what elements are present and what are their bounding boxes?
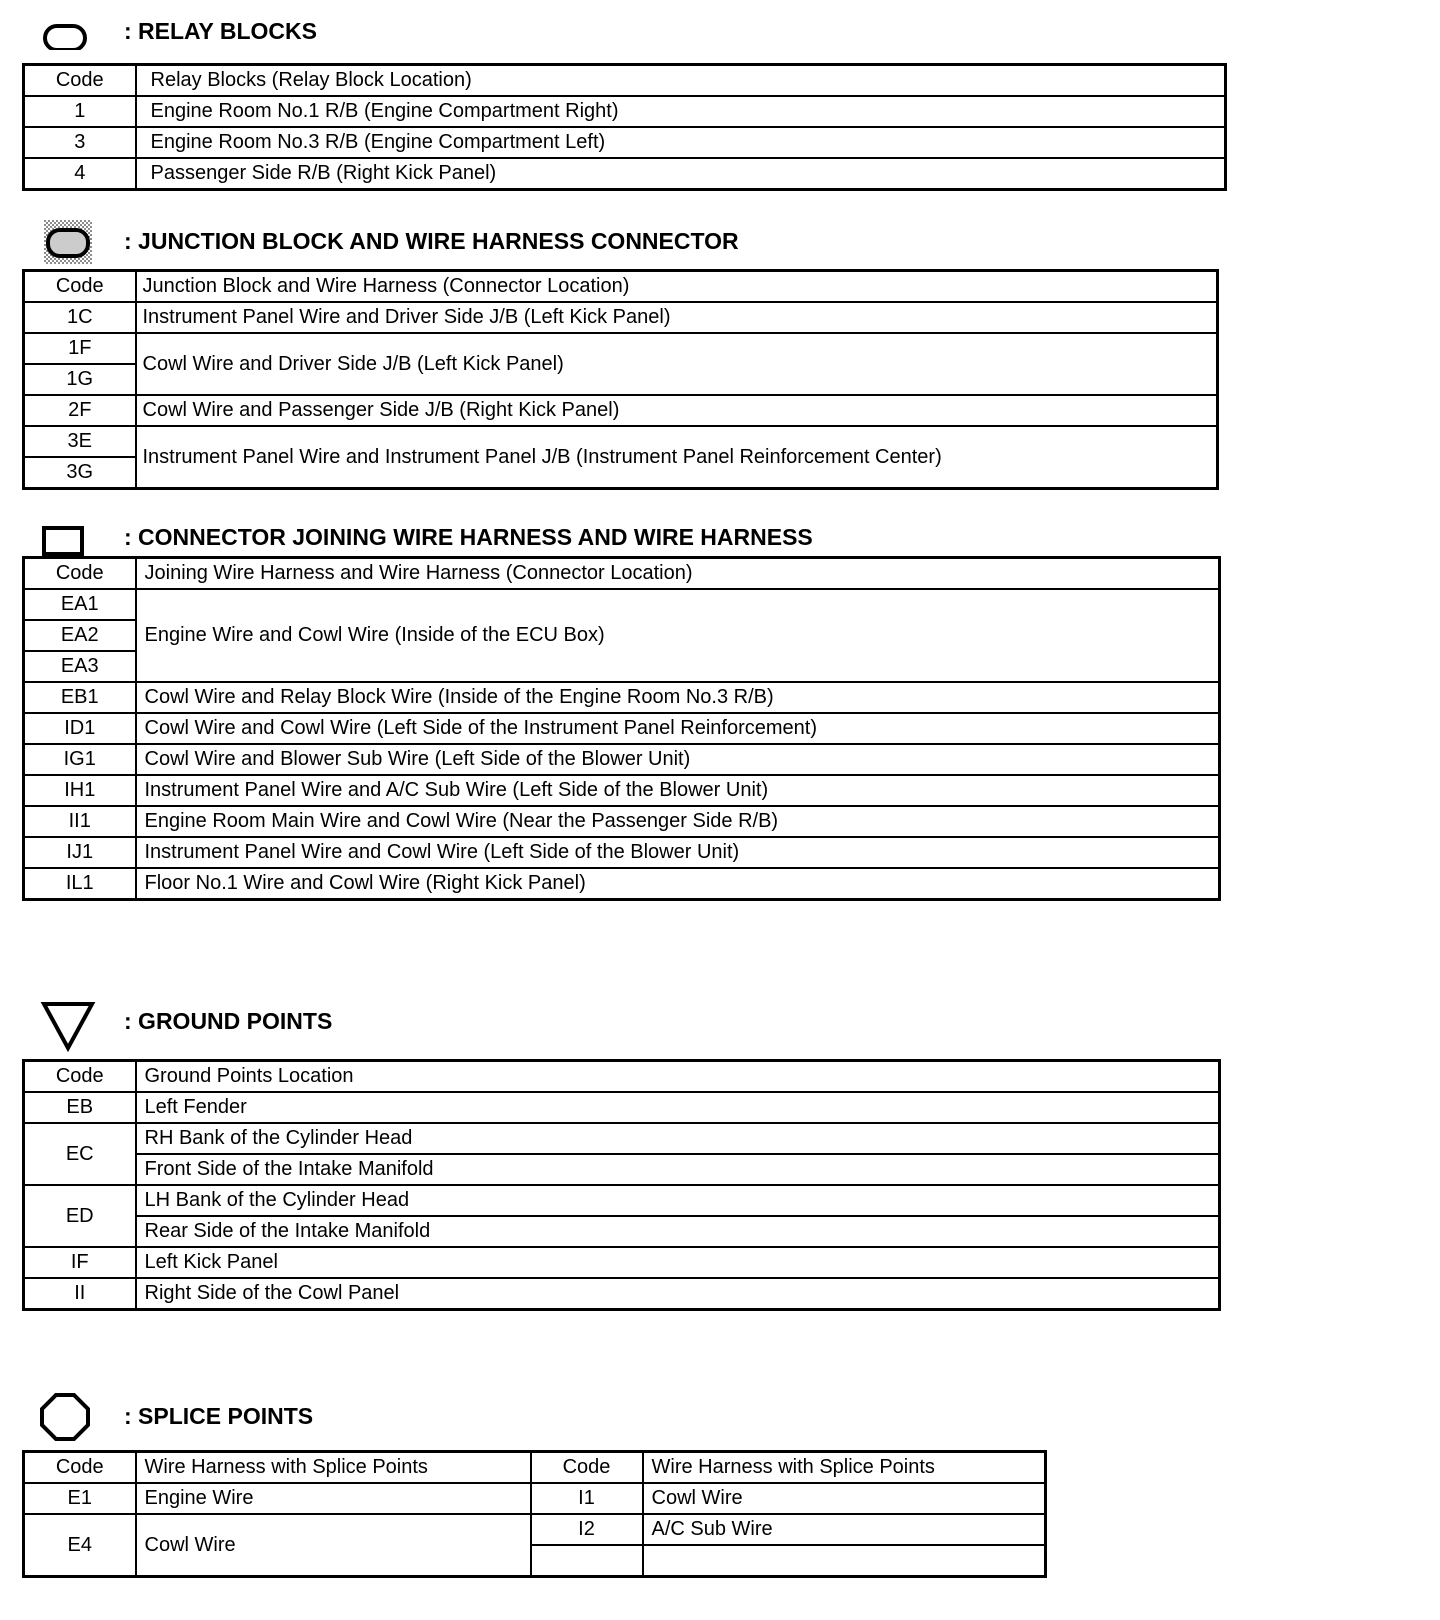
desc-cell: Instrument Panel Wire and Instrument Panel J/B (Instrument Panel Reinforcement Center) — [136, 426, 1218, 489]
desc-header: Wire Harness with Splice Points — [136, 1452, 531, 1484]
relay-blocks-table — [22, 63, 1227, 191]
code-cell: 1G — [24, 364, 136, 395]
desc-cell: Engine Room No.1 R/B (Engine Compartment Right) — [136, 96, 1226, 127]
code-cell: EA2 — [24, 620, 136, 651]
desc-cell: Cowl Wire — [136, 1514, 531, 1577]
desc-cell: Left Fender — [136, 1092, 1220, 1123]
desc-cell: Floor No.1 Wire and Cowl Wire (Right Kick Panel) — [136, 868, 1220, 900]
code-header: Code — [24, 558, 136, 590]
connector-table — [22, 556, 1221, 901]
table-row — [24, 1514, 1046, 1545]
table-row — [24, 1247, 1220, 1278]
table-row — [24, 333, 1218, 364]
desc-header: Wire Harness with Splice Points — [643, 1452, 1046, 1484]
desc-cell: Rear Side of the Intake Manifold — [136, 1216, 1220, 1247]
table-row — [24, 868, 1220, 900]
code-cell: IH1 — [24, 775, 136, 806]
empty-cell — [643, 1545, 1046, 1577]
section-title: : GROUND POINTS — [124, 1008, 333, 1034]
ground-points-table — [22, 1059, 1221, 1311]
table-row — [24, 713, 1220, 744]
code-cell: E4 — [24, 1514, 136, 1577]
desc-header: Relay Blocks (Relay Block Location) — [136, 65, 1226, 97]
code-cell: I2 — [531, 1514, 643, 1545]
section-title: : CONNECTOR JOINING WIRE HARNESS AND WIRE HARNESS — [124, 524, 813, 550]
desc-cell: Engine Room Main Wire and Cowl Wire (Near the Passenger Side R/B) — [136, 806, 1220, 837]
section-title: : RELAY BLOCKS — [124, 18, 317, 44]
desc-cell: Engine Wire and Cowl Wire (Inside of the ECU Box) — [136, 589, 1220, 682]
table-header — [24, 65, 1226, 97]
desc-cell: Engine Wire — [136, 1483, 531, 1514]
code-cell: EA1 — [24, 589, 136, 620]
code-cell: EC — [24, 1123, 136, 1185]
code-cell: ED — [24, 1185, 136, 1247]
code-cell: 3E — [24, 426, 136, 457]
code-cell: II — [24, 1278, 136, 1310]
table-row — [24, 1154, 1220, 1185]
desc-cell: Instrument Panel Wire and Driver Side J/B (Left Kick Panel) — [136, 302, 1218, 333]
desc-cell: Passenger Side R/B (Right Kick Panel) — [136, 158, 1226, 190]
code-cell: 1 — [24, 96, 136, 127]
desc-header: Ground Points Location — [136, 1061, 1220, 1093]
desc-cell: Cowl Wire and Passenger Side J/B (Right Kick Panel) — [136, 395, 1218, 426]
code-cell: EB1 — [24, 682, 136, 713]
table-header — [24, 271, 1218, 303]
code-cell: 3 — [24, 127, 136, 158]
table-row — [24, 1216, 1220, 1247]
code-header: Code — [24, 1061, 136, 1093]
desc-cell: Left Kick Panel — [136, 1247, 1220, 1278]
code-cell: 1F — [24, 333, 136, 364]
table-row — [24, 1092, 1220, 1123]
desc-cell: Right Side of the Cowl Panel — [136, 1278, 1220, 1310]
desc-cell: Engine Room No.3 R/B (Engine Compartment Left) — [136, 127, 1226, 158]
splice-point-symbol-icon — [40, 1391, 96, 1445]
table-row — [24, 1123, 1220, 1154]
desc-header: Junction Block and Wire Harness (Connector Location) — [136, 271, 1218, 303]
table-header — [24, 558, 1220, 590]
table-row — [24, 682, 1220, 713]
desc-cell: Cowl Wire and Driver Side J/B (Left Kick Panel) — [136, 333, 1218, 395]
desc-cell: LH Bank of the Cylinder Head — [136, 1185, 1220, 1216]
desc-cell: Cowl Wire and Relay Block Wire (Inside of the Engine Room No.3 R/B) — [136, 682, 1220, 713]
code-cell: EB — [24, 1092, 136, 1123]
table-header — [24, 1061, 1220, 1093]
code-cell: IL1 — [24, 868, 136, 900]
table-row — [24, 1185, 1220, 1216]
code-cell: II1 — [24, 806, 136, 837]
code-cell: ID1 — [24, 713, 136, 744]
desc-cell: Instrument Panel Wire and Cowl Wire (Left Side of the Blower Unit) — [136, 837, 1220, 868]
desc-header: Joining Wire Harness and Wire Harness (Connector Location) — [136, 558, 1220, 590]
desc-cell: RH Bank of the Cylinder Head — [136, 1123, 1220, 1154]
code-cell: IJ1 — [24, 837, 136, 868]
section-title: : SPLICE POINTS — [124, 1403, 314, 1429]
code-cell: IG1 — [24, 744, 136, 775]
section-title: : JUNCTION BLOCK AND WIRE HARNESS CONNECTOR — [124, 228, 739, 254]
table-row — [24, 96, 1226, 127]
code-header: Code — [24, 271, 136, 303]
table-row — [24, 806, 1220, 837]
table-row — [24, 589, 1220, 620]
table-row — [24, 127, 1226, 158]
empty-cell — [531, 1545, 643, 1577]
table-header — [24, 1452, 1046, 1484]
code-cell: I1 — [531, 1483, 643, 1514]
desc-cell: Instrument Panel Wire and A/C Sub Wire (Left Side of the Blower Unit) — [136, 775, 1220, 806]
code-header: Code — [531, 1452, 643, 1484]
code-cell: 4 — [24, 158, 136, 190]
table-row — [24, 744, 1220, 775]
desc-cell: Front Side of the Intake Manifold — [136, 1154, 1220, 1185]
table-row — [24, 1483, 1046, 1514]
table-row — [24, 1278, 1220, 1310]
code-cell: EA3 — [24, 651, 136, 682]
code-cell: E1 — [24, 1483, 136, 1514]
table-row — [24, 775, 1220, 806]
code-header: Code — [24, 65, 136, 97]
desc-cell: A/C Sub Wire — [643, 1514, 1046, 1545]
connector-symbol-icon — [40, 512, 90, 562]
relay-block-symbol-icon — [40, 6, 90, 50]
junction-block-table — [22, 269, 1219, 490]
code-cell: IF — [24, 1247, 136, 1278]
code-cell: 1C — [24, 302, 136, 333]
desc-cell: Cowl Wire — [643, 1483, 1046, 1514]
code-cell: 3G — [24, 457, 136, 489]
ground-point-symbol-icon — [40, 996, 100, 1052]
junction-block-symbol-icon — [40, 216, 96, 266]
desc-cell: Cowl Wire and Cowl Wire (Left Side of the Instrument Panel Reinforcement) — [136, 713, 1220, 744]
table-row — [24, 426, 1218, 457]
code-header: Code — [24, 1452, 136, 1484]
table-row — [24, 837, 1220, 868]
desc-cell: Cowl Wire and Blower Sub Wire (Left Side of the Blower Unit) — [136, 744, 1220, 775]
code-cell: 2F — [24, 395, 136, 426]
splice-points-table — [22, 1450, 1047, 1578]
table-row — [24, 158, 1226, 190]
table-row — [24, 302, 1218, 333]
table-row — [24, 395, 1218, 426]
